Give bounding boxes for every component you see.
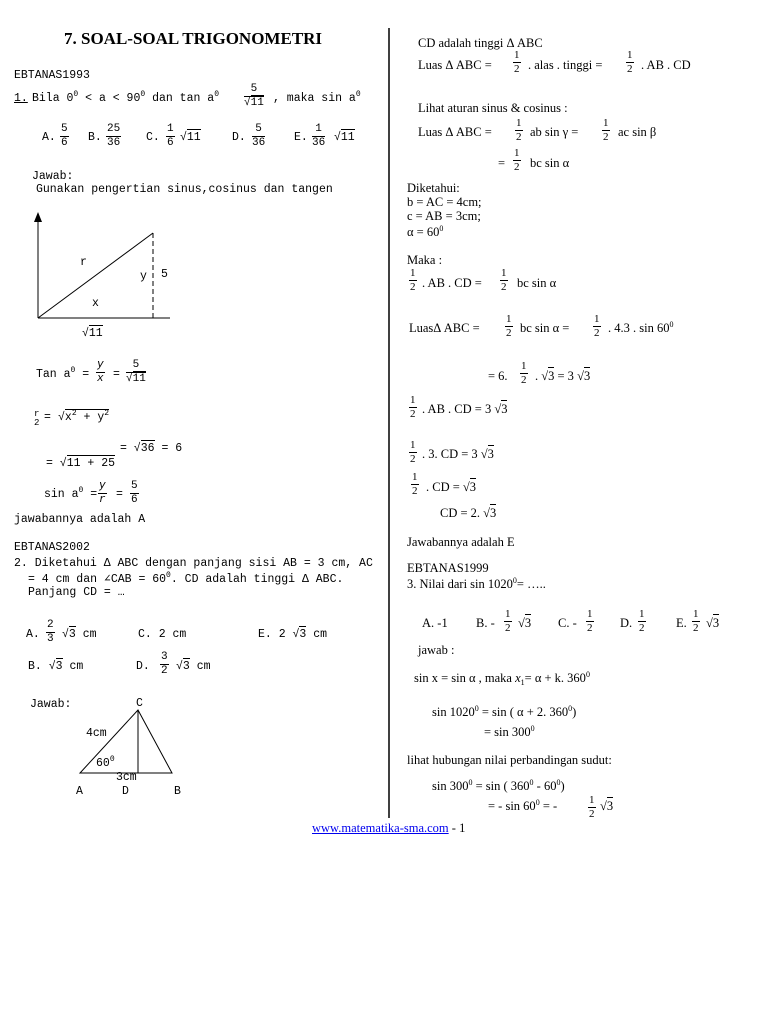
r-m3-half: 1 2 <box>521 360 527 386</box>
q3-formula5: = - $\sin 60^0$ = - <box>488 798 558 813</box>
r-luas2-a: Luas Δ ABC = <box>418 125 492 139</box>
r-aturan: Lihat aturan sinus & cosinus : <box>418 101 568 115</box>
q1-option-e-frac: 1 36 <box>312 123 326 149</box>
fig1-arrow <box>34 212 42 222</box>
q3-option-c-frac: 1 2 <box>587 608 593 634</box>
footer <box>312 822 465 835</box>
page-title: 7. SOAL-SOAL TRIGONOMETRI <box>64 29 323 48</box>
r-luas2-c: ac sin β <box>618 125 657 139</box>
q1-jawab: Jawab: <box>32 170 74 183</box>
r-luas3-eq: = <box>498 156 506 170</box>
fig2-label-base: 3cm <box>116 771 137 784</box>
r-luas1-b: . alas . tinggi = <box>528 58 603 72</box>
q1-option-b-value: 25 36 <box>107 123 121 149</box>
r-dik-b: b = AC = 4cm; <box>407 195 482 209</box>
q3-option-d-label: D. <box>620 616 633 630</box>
q1-tan-value: 5 √11 <box>126 359 146 385</box>
r-m2-half2: 1 2 <box>594 313 600 339</box>
fig2-label-b: B <box>174 785 181 798</box>
fig1-label-root11: √11 <box>82 327 103 340</box>
r-diketahui: Diketahui: <box>407 181 460 195</box>
r-luas2-b: ab sin γ = <box>530 125 579 139</box>
footer-page: - 1 <box>451 821 466 835</box>
q3-formula5-root: √3 <box>600 799 614 813</box>
q2-option-a-label: A. <box>26 628 40 641</box>
q1-tan-line: Tan $a^0$ = <box>36 366 90 381</box>
fig2-triangle <box>80 710 172 773</box>
q3-stem: 3. Nilai dari $\sin 1020^0=$ ….. <box>407 576 546 591</box>
q1-option-c-label: C. <box>146 131 160 144</box>
q1-r2-expr: $√x^2 + y^2$ <box>58 409 110 424</box>
r-luas1-c: . AB . CD <box>641 58 691 72</box>
r-m6: . CD = √3 <box>426 480 477 494</box>
q2-option-b: B. √3 cm <box>28 660 84 673</box>
r-dik-c: c = AB = 3cm; <box>407 209 481 223</box>
q1-option-a-value: 5 6 <box>61 123 68 149</box>
r-m5-half: 1 2 <box>410 439 416 465</box>
r-m4-half: 1 2 <box>410 394 416 420</box>
q1-sin-value: 5 6 <box>131 480 138 506</box>
r-luas2-half2: 1 2 <box>603 117 609 143</box>
q1-sin-eq: = <box>116 488 123 501</box>
q3-option-e-frac: 1 2 <box>693 608 699 634</box>
r-maka: Maka : <box>407 253 443 267</box>
r-m2-a: LuasΔ ABC = <box>409 321 480 335</box>
q1-stem: Bila $0^0 < a < 90^0$ dan $\tan a^0$ <box>32 90 220 105</box>
r-m2-half: 1 2 <box>506 313 512 339</box>
q3-jawab: jawab : <box>418 643 455 657</box>
r-m1-b: bc sin α <box>517 276 557 290</box>
q3-lihat: lihat hubungan nilai perbandingan sudut: <box>407 753 612 767</box>
fig2-label-a: A <box>76 785 83 798</box>
r-luas3-half: 1 2 <box>514 147 520 173</box>
q1-option-d-value: 5 36 <box>252 123 266 149</box>
q2-line3: Panjang CD = … <box>28 586 125 599</box>
q1-option-c-frac: 1 6 <box>167 123 174 149</box>
r-m3-a: = 6. <box>488 369 508 383</box>
r-m1-a: . AB . CD = <box>422 276 482 290</box>
q2-option-a-frac: 2 3 <box>47 619 54 645</box>
fig2-label-d: D <box>122 785 129 798</box>
r-luas3-b: bc sin α <box>530 156 570 170</box>
q3-source: EBTANAS1999 <box>407 561 489 575</box>
q3-option-e-root: √3 <box>706 616 720 630</box>
r-luas2-half: 1 2 <box>516 117 522 143</box>
q1-source: EBTANAS1993 <box>14 69 90 82</box>
q2-option-a-root: √3 cm <box>62 628 97 641</box>
q3-option-d-frac: 1 2 <box>639 608 645 634</box>
r-m1-half2: 1 2 <box>501 267 507 293</box>
q3-formula3: = $\sin 300^0$ <box>484 724 535 739</box>
fig1-label-y: y <box>140 270 147 283</box>
fig2-label-side: 4cm <box>86 727 107 740</box>
q3-formula5-half: 1 2 <box>589 794 595 820</box>
q1-option-b-label: B. <box>88 131 102 144</box>
r-luas1-half2: 1 2 <box>627 49 633 75</box>
q3-formula2: sin 1020$^0$ = sin ( α + 2. $360^0$) <box>432 704 577 719</box>
r-luas1-a: Luas Δ ABC = <box>418 58 492 72</box>
q3-formula1: sin x = sin α , maka $x_1= \alpha + k$. $360^0$ <box>414 670 590 687</box>
q3-option-a: A. -1 <box>422 616 448 630</box>
q1-sqrt36-line: = √36 = 6 <box>120 442 183 455</box>
q1-option-d-label: D. <box>232 131 246 144</box>
r-m1-half: 1 2 <box>410 267 416 293</box>
q2-option-d-label: D. <box>136 660 150 673</box>
q1-sqrt-sum-line: = √11 + 25 <box>46 457 116 470</box>
q2-line1: 2. Diketahui Δ ABC dengan panjang sisi AB = 3 cm, AC <box>14 557 373 570</box>
fig1-label-r: r <box>80 256 87 269</box>
q3-option-b-root: √3 <box>518 616 532 630</box>
r-m2-b: bc sin α = <box>520 321 570 335</box>
r-m4: . AB . CD = 3 √3 <box>422 402 508 416</box>
q2-option-c: C. 2 cm <box>138 628 187 641</box>
q1-tan-fraction: 5 √11 <box>244 83 264 109</box>
r-luas1-half: 1 2 <box>514 49 520 75</box>
footer-link[interactable]: www.matematika-sma.com <box>312 821 449 835</box>
q1-stem-end: , maka $\sin a^0$ <box>273 90 361 105</box>
q1-option-c-root: √11 <box>180 131 201 144</box>
q1-hint: Gunakan pengertian sinus,cosinus dan tangen <box>36 183 333 196</box>
r-m5: . 3. CD = 3 √3 <box>422 447 494 461</box>
fig2-label-c: C <box>136 697 143 710</box>
r-line-cd: CD adalah tinggi Δ ABC <box>418 36 543 50</box>
q3-option-b-label: B. - <box>476 616 495 630</box>
fig1-label-x: x <box>92 297 99 310</box>
r-dik-alpha: $\alpha = 60^0$ <box>407 224 444 239</box>
q2-jawab: Jawab: <box>30 698 72 711</box>
q1-sin-line: $\sin a^0$ = <box>44 486 98 501</box>
q2-option-d-frac: 3 2 <box>161 651 168 677</box>
q3-option-c-label: C. - <box>558 616 577 630</box>
q1-option-e-root: √11 <box>334 131 355 144</box>
r-m2-c: . 4.3 . $\sin 60^0$ <box>608 320 674 335</box>
q1-answer: jawabannya adalah A <box>14 513 146 526</box>
q2-option-e: E. 2 √3 cm <box>258 628 328 641</box>
q1-r2-label: r 2 <box>34 409 40 428</box>
q1-sin-yr: y r <box>99 480 106 506</box>
q1-option-e-label: E. <box>294 131 308 144</box>
q2-source: EBTANAS2002 <box>14 541 90 554</box>
q3-option-e-label: E. <box>676 616 687 630</box>
q1-tan-eq: = <box>113 368 120 381</box>
q3-formula4: $\sin 300^0 = \sin$ ( $360^0 - 60^0$) <box>432 778 565 793</box>
q1-option-a-label: A. <box>42 131 56 144</box>
r-answer: Jawabannya adalah E <box>407 535 515 549</box>
q2-line2: = 4 cm dan ∠CAB = $60^0$. CD adalah tinggi Δ ABC. <box>28 571 344 586</box>
r-m6-half: 1 2 <box>412 471 418 497</box>
q3-option-b-frac: 1 2 <box>505 608 511 634</box>
q1-r2-eq: = <box>44 411 51 424</box>
fig1-label-5: 5 <box>161 268 168 281</box>
q2-option-d-root: √3 cm <box>176 660 211 673</box>
r-m7: CD = 2. √3 <box>440 506 497 520</box>
q1-tan-yx: y x <box>97 359 104 385</box>
fig2-label-angle: $60^0$ <box>96 755 115 770</box>
r-m3-rest: . √3 = 3 √3 <box>535 369 591 383</box>
q1-number: 1. <box>14 92 28 105</box>
